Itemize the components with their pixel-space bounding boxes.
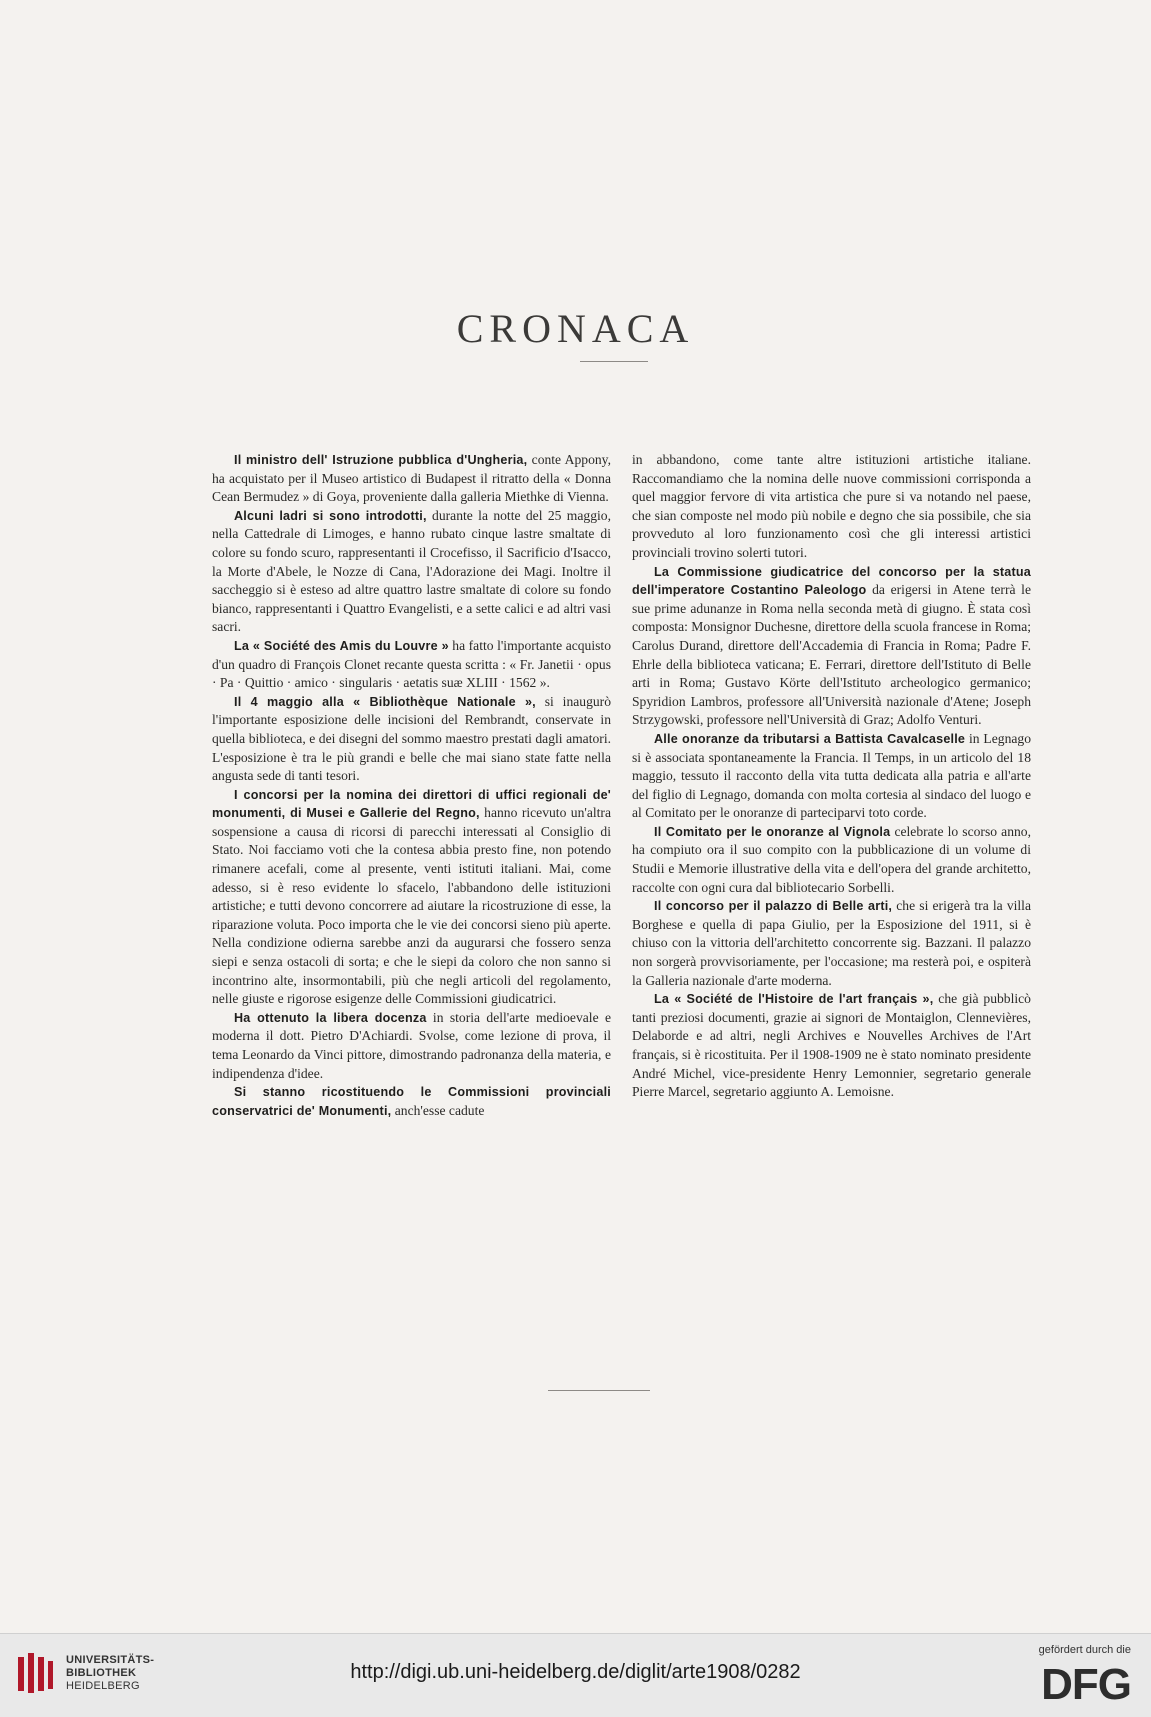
- paragraph: [632, 897, 1031, 990]
- paragraph-text: durante la notte del 25 maggio, nella Cattedrale di Limoges, e hanno rubato cinque lastre smaltate di colore su fondo scuro, rappresentanti il Crocefisso, il Sacrificio d'Isacco, la Morte d'Abele, le Nozze di Cana, l'Adorazione dei Magi. Inoltre il saccheggio si è esteso ad altre quattro lastre smaltate di colore su fondo bianco, rappresentanti i Quattro Evangelisti, e a sette calici e ad altri vasi sacri.: [212, 507, 611, 635]
- paragraph-text: hanno ricevuto un'altra sospensione a causa di ricorsi di parecchi interessati al Consiglio di Stato. Noi facciamo voti che la contesa abbia presto fine, non potendo rimanere acefali, come al presente, venti istituti italiani. Mai, come adesso, si è reso evidente lo sfacelo, l'abbandono delle istituzioni artistiche; e tutti devono concorrere ad aiutare la ricostruzione di esse, la riparazione voluta. Poco importa che le vie dei concorsi sieno più aperte. Nella condizione odierna sarebbe anzi da augurarsi che fossero senza siepi e senza ostacoli di sorta; e che le siepi da coloro che non sanno si incontrino alte, insormontabili, più che negli articoli del regolamento, nelle giuste e rigorose esigenze delle Commissioni giudicatrici.: [212, 805, 611, 1007]
- paragraph-text: che già pubblicò tanti preziosi documenti, grazie ai signori de Montaiglon, Clennevières, Delaborde e ad altri, negli Archives e Nouvelles Archives de l'Art français, si è ricostituita. Per il 1908-1909 ne è stato nominato presidente André Michel, vice-presidente Henry Lemonnier, segretario generale Pierre Marcel, segretario aggiunto A. Lemoisne.: [632, 991, 1031, 1100]
- paragraph-lead: Si stanno ricostituendo le Commissioni provinciali conservatrici de' Monumenti,: [212, 1085, 611, 1118]
- paragraph: [212, 451, 611, 507]
- paragraph-text: da erigersi in Atene terrà le sue prime adunanze in Roma nella seconda metà di giugno. È stata così composta: Monsignor Duchesne, direttore della scuola francese in Roma; Carolus Durand, direttore dell'Accademia di Francia in Roma; Padre F. Ehrle della biblioteca vaticana; E. Ferrari, direttore dell'Istituto di Belle arti in Roma; Gustavo Körte dell'Istituto archeologico germanico; Spyridion Lambros, professore all'Università nazionale d'Atene; Joseph Strzygowski, professore nell'Università di Graz; Adolfo Venturi.: [632, 582, 1032, 728]
- paragraph-text: anch'esse cadute: [391, 1102, 485, 1118]
- funding-caption: gefördert durch die: [1038, 1644, 1131, 1656]
- permalink-url[interactable]: http://digi.ub.uni-heidelberg.de/diglit/arte1908/0282: [350, 1661, 801, 1683]
- paragraph-lead: Il Comitato per le onoranze al Vignola: [654, 824, 891, 839]
- paragraph-lead: La « Société de l'Histoire de l'art français »,: [654, 992, 934, 1007]
- paragraph-lead: Il 4 maggio alla « Bibliothèque Nationale »,: [234, 694, 536, 709]
- paragraph-text: in Legnago si è associata spontaneamente la Francia. Il Temps, in un articolo del 18 maggio, tessuto il racconto della vita tutta dedicata alla patria e all'arte del figlio di Legnago, domanda con molta cortesia al sindaco del luogo e al Comitato per le onoranze di parteciparvi toto corde.: [632, 730, 1031, 821]
- page-title: CRONACA: [456, 305, 695, 351]
- text-column-left: [212, 451, 611, 1120]
- paragraph: [212, 1083, 611, 1120]
- paragraph-lead: Il concorso per il palazzo di Belle arti,: [654, 899, 893, 914]
- paragraph-text: celebrate lo scorso anno, ha compiuto ora il suo compito con la pubblicazione di un volume di Studii e Memorie illustrative della vita e dell'opera del grande architetto, raccolte con ogni cura dal bibliotecario Sorbelli.: [632, 823, 1031, 895]
- paragraph: [632, 451, 1031, 563]
- paragraph-lead: La Commissione giudicatrice del concorso per la statua dell'imperatore Costantino Paleologo: [632, 564, 1031, 598]
- paragraph: [212, 507, 611, 637]
- paragraph-lead: Alcuni ladri si sono introdotti,: [234, 508, 427, 523]
- dfg-logo: DFG: [1041, 1660, 1131, 1709]
- paragraph-text: conte Appony, ha acquistato per il Museo artistico di Budapest il ritratto della « Donna Cean Bermudez » di Goya, proveniente dalla galleria Miethke di Vienna.: [212, 452, 611, 505]
- paragraph: [632, 990, 1031, 1102]
- library-name-line: BIBLIOTHEK: [66, 1667, 137, 1679]
- paragraph: [212, 786, 611, 1009]
- library-name-line: UNIVERSITÄTS-: [66, 1654, 155, 1666]
- paragraph-text: che si erigerà tra la villa Borghese e quella di papa Giulio, per la Esposizione del 1911, si è chiuso con la vittoria dell'architetto concorrente sig. Bazzani. Il palazzo non sorgerà provvisoriamente, per l'occasione; ma resterà poi, e ospiterà la Galleria nazionale d'arte moderna.: [632, 898, 1031, 988]
- paragraph: [632, 823, 1031, 897]
- paragraph: [212, 693, 611, 786]
- paragraph: [212, 637, 611, 693]
- text-column-right: [632, 451, 1031, 1102]
- paragraph: [212, 1009, 611, 1083]
- paragraph-text: si inaugurò l'importante esposizione delle incisioni del Rembrandt, conservate in quella biblioteca, e dei disegni del sommo maestro prestati dagli amatori. L'esposizione è tra le più grandi e belle che mai siano state fatte nella angusta sede di tanti tesori.: [212, 693, 611, 784]
- paragraph-lead: La « Société des Amis du Louvre »: [234, 638, 449, 653]
- paragraph-lead: I concorsi per la nomina dei direttori di uffici regionali de' monumenti, di Musei e Gallerie del Regno,: [212, 787, 611, 821]
- paragraph: [632, 563, 1031, 730]
- paragraph-lead: Alle onoranze da tributarsi a Battista Cavalcaselle: [654, 731, 966, 746]
- paragraph: [632, 730, 1031, 823]
- paragraph-text: in storia dell'arte medioevale e moderna il dott. Pietro D'Achiardi. Svolse, come lezione di prova, il tema Leonardo da Vinci pittore, dimostrando padronanza della materia, e indipendenza d'idee.: [212, 1009, 611, 1081]
- paragraph-text: ha fatto l'importante acquisto d'un quadro di François Clonet recante questa scritta : « Fr. Janetii · opus · Pa · Quittio · amico · singularis · aetatis suæ XLIII · 1562 ».: [212, 637, 611, 691]
- viewer-footer: [0, 1633, 1151, 1717]
- title-rule: [580, 361, 648, 362]
- library-name-line: HEIDELBERG: [66, 1680, 140, 1692]
- paragraph-lead: Ha ottenuto la libera docenza: [234, 1010, 427, 1025]
- paragraph-text: in abbandono, come tante altre istituzioni artistiche italiane. Raccomandiamo che la nomina delle nuove commissioni corrisponda a quel maggior fervore di vita artistica che pure si va notando nel paese, che sian composte nel modo più nobile e degno che sia possibile, che sia provveduto al loro funzionamento così che gli interessi artistici provinciali trovino solerti tutori.: [632, 452, 1031, 560]
- paragraph-lead: Il ministro dell' Istruzione pubblica d'Ungheria,: [234, 453, 528, 467]
- end-rule: [548, 1390, 650, 1391]
